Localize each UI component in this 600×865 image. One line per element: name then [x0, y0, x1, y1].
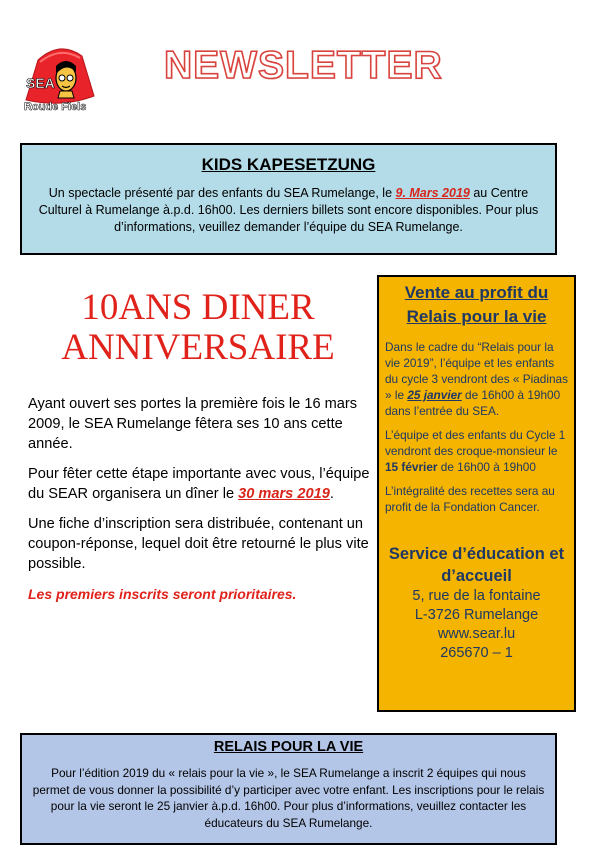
anniversary-text-part: Pour fêter cette étape importante avec vous, l’équipe du SEAR organisera un dîner le [28, 466, 370, 502]
kids-box-text [36, 185, 541, 236]
vente-date-2: 15 février [385, 460, 438, 474]
vente-text-part: de 16h00 à 19h00 dans l’entrée du SEA. [385, 388, 561, 418]
relais-box-text: Pour l’édition 2019 du « relais pour la vie », le SEA Rumelange a inscrit 2 équipes qui nous permet de vous donner la possibilité d’y participer avec votre enfant. Les inscriptions pour le relais pour la vie seront le 25 janvier à.p.d. 16h00. Pour plus d’informations, veuillez contacter les éducateurs du SEA Rumelange. [32, 766, 545, 830]
vente-paragraph-2 [385, 427, 568, 475]
sea-logo [22, 38, 100, 118]
anniversary-date: 30 mars 2019 [238, 486, 330, 502]
page-title: NEWSLETTER [164, 44, 443, 87]
anniversary-body [28, 394, 374, 614]
relais-box-title: RELAIS POUR LA VIE [213, 739, 364, 755]
anniversary-text-part: . [329, 486, 334, 502]
vente-paragraph-3: L’intégralité des recettes sera au profit de la Fondation Cancer. [385, 484, 555, 514]
kids-kapesetzung-box [20, 143, 557, 255]
logo-text-bottom: Roude Fiels [24, 101, 87, 113]
service-title: Service d’éducation et d’accueil [388, 545, 565, 585]
vente-relais-box [377, 275, 576, 712]
anniversary-paragraph-3: Une fiche d’inscription sera distribuée, contenant un coupon-réponse, lequel doit être retourné le plus vite possible. [28, 516, 369, 572]
service-website[interactable]: www.sear.lu [437, 626, 516, 642]
logo-text-top: SEA [26, 75, 55, 91]
priority-note: Les premiers inscrits seront prioritaires. [28, 586, 297, 602]
vente-box-title: Vente au profit du Relais pour la vie [404, 283, 549, 326]
kids-box-title: KIDS KAPESETZUNG [201, 155, 376, 174]
vente-date-1: 25 janvier [407, 388, 462, 402]
anniversary-title-line1: 10ANS DINER [81, 287, 315, 328]
anniversary-title [24, 288, 372, 368]
service-address: 5, rue de la fontaine [412, 588, 541, 604]
sea-roude-fiels-logo-icon [22, 38, 100, 118]
vente-text-part: Dans le cadre du “Relais pour la vie 2019”, l’équipe et les enfants du cycle 3 vendront des « Piadinas » le [385, 340, 568, 402]
service-contact [385, 543, 568, 663]
vente-text-part: L’équipe et des enfants du Cycle 1 vendront des croque-monsieur le [385, 428, 566, 458]
anniversary-paragraph-2 [28, 464, 374, 504]
vente-text-part: de 16h00 à 19h00 [437, 460, 536, 474]
kids-text-part: au Centre Culturel à Rumelange à.p.d. 16h00. Les derniers billets sont encore disponibles. Pour plus d’informations, veuillez demander l’équipe du SEA Rumelange. [38, 186, 539, 234]
service-phone: 265670 – 1 [440, 645, 513, 661]
vente-paragraph-1 [385, 339, 568, 419]
relais-pour-la-vie-box [20, 733, 557, 845]
kids-date: 9. Mars 2019 [395, 186, 470, 200]
anniversary-title-line2: ANNIVERSAIRE [61, 327, 335, 368]
anniversary-paragraph-1: Ayant ouvert ses portes la première fois le 16 mars 2009, le SEA Rumelange fêtera ses 10 ans cette année. [28, 396, 358, 452]
service-city: L-3726 Rumelange [414, 607, 539, 623]
kids-text-part: Un spectacle présenté par des enfants du SEA Rumelange, le [48, 186, 396, 200]
